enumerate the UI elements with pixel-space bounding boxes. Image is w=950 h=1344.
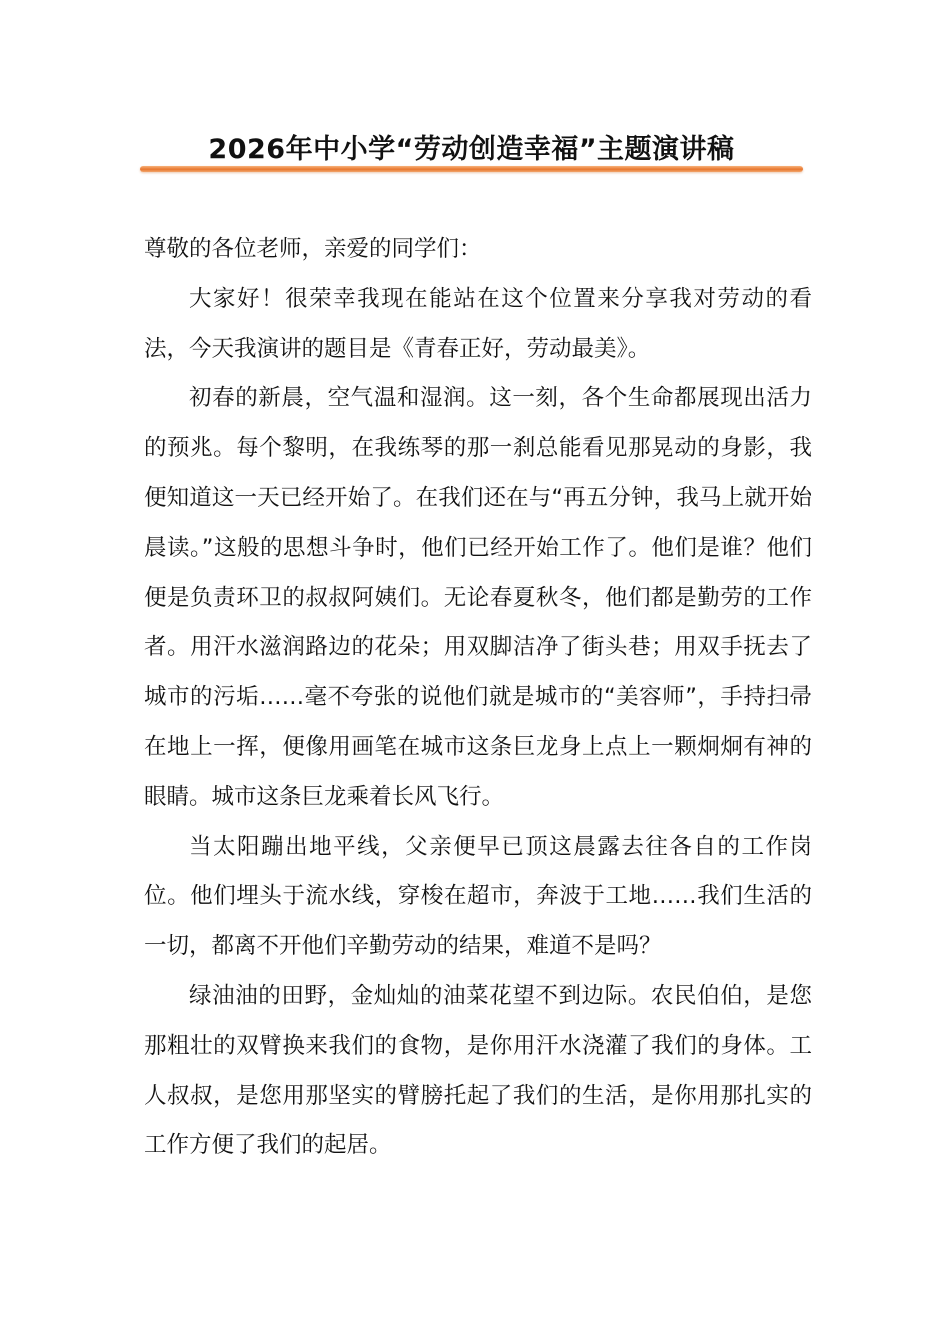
speech-body	[144, 225, 812, 1171]
page-title: 2026年中小学“劳动创造幸福”主题演讲稿	[208, 134, 735, 165]
paragraph-4: 绿油油的田野，金灿灿的油菜花望不到边际。农民伯伯，是您那粗壮的双臂换来我们的食物，是你用汗水浇灌了我们的身体。工人叔叔，是您用那坚实的臂膀托起了我们的生活，是你用那扎实的工作方便了我们的起居。	[144, 982, 812, 1159]
salutation: 尊敬的各位老师，亲爱的同学们：	[144, 236, 482, 262]
paragraph-1: 大家好！很荣幸我现在能站在这个位置来分享我对劳动的看法，今天我演讲的题目是《青春正好，劳动最美》。	[144, 285, 812, 362]
paragraph-2: 初春的新晨，空气温和湿润。这一刻，各个生命都展现出活力的预兆。每个黎明，在我练琴的那一刹总能看见那晃动的身影，我便知道这一天已经开始了。在我们还在与“再五分钟，我马上就开始晨读。”这般的思想斗争时，他们已经开始工作了。他们是谁？他们便是负责环卫的叔叔阿姨们。无论春夏秋冬，他们都是勤劳的工作者。用汗水滋润路边的花朵；用双脚洁净了街头巷；用双手抚去了城市的污垢……毫不夸张的说他们就是城市的“美容师”，手持扫帚在地上一挥，便像用画笔在城市这条巨龙身上点上一颗炯炯有神的眼睛。城市这条巨龙乘着长风飞行。	[144, 385, 812, 810]
paragraph-3: 当太阳蹦出地平线，父亲便早已顶这晨露去往各自的工作岗位。他们埋头于流水线，穿梭在超市，奔波于工地……我们生活的一切，都离不开他们辛勤劳动的结果，难道不是吗？	[144, 833, 812, 960]
title-underline	[140, 166, 803, 172]
title-block	[140, 126, 803, 176]
